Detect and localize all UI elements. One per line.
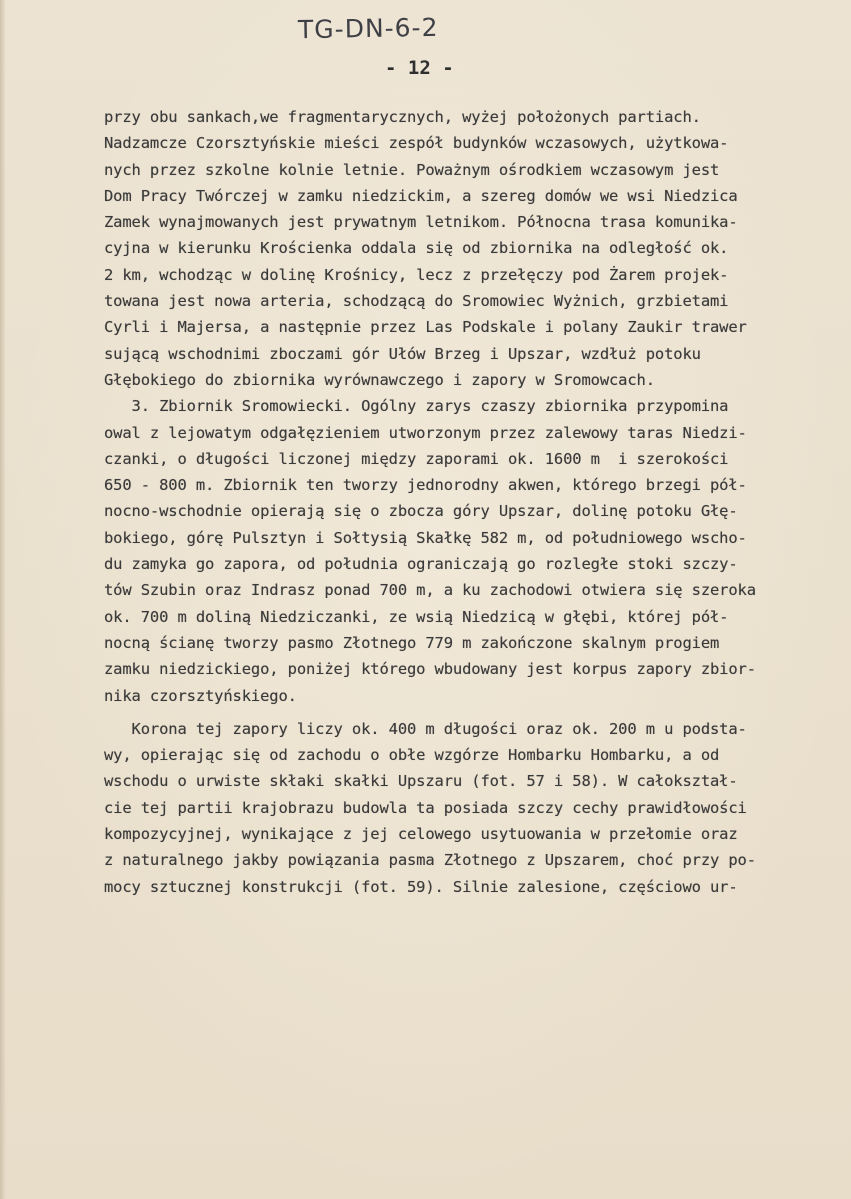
- text-line: nocno-wschodnie opierają się o zbocza góry Upszar, dolinę potoku Głę-: [104, 502, 738, 521]
- text-line: Korona tej zapory liczy ok. 400 m długości oraz ok. 200 m u podsta-: [104, 719, 747, 738]
- text-line: cyjna w kierunku Krościenka oddala się od zbiornika na odległość ok.: [104, 239, 729, 258]
- text-line: z naturalnego jakby powiązania pasma Złotnego z Upszarem, choć przy po-: [104, 851, 756, 870]
- text-line: Nadzamcze Czorsztyńskie mieści zespół budynków wczasowych, użytkowa-: [104, 134, 729, 153]
- text-line: ok. 700 m doliną Niedziczanki, ze wsią Niedzicą w głębi, której pół-: [104, 607, 729, 626]
- handwritten-reference-code: TG-DN-6-2: [297, 12, 439, 45]
- typewritten-body: [104, 104, 849, 900]
- text-line: sującą wschodnimi zboczami gór Ułów Brzeg i Upszar, wzdłuż potoku: [104, 344, 701, 363]
- page-edge-shadow: [0, 0, 6, 1199]
- text-line: Cyrli i Majersa, a następnie przez Las Podskale i polany Zaukir trawer: [104, 318, 747, 337]
- text-line: mocy sztucznej konstrukcji (fot. 59). Silnie zalesione, częściowo ur-: [104, 877, 738, 896]
- text-line: kompozycyjnej, wynikające z jej celowego usytuowania w przełomie oraz: [104, 825, 738, 844]
- paragraph-gap: [104, 709, 849, 716]
- text-line: bokiego, górę Pulsztyn i Sołtysią Skałkę 582 m, od południowego wscho-: [104, 528, 747, 547]
- text-line: tów Szubin oraz Indrasz ponad 700 m, a ku zachodowi otwiera się szeroka: [104, 581, 756, 600]
- text-line: Zamek wynajmowanych jest prywatnym letnikom. Północna trasa komunika-: [104, 213, 738, 232]
- text-line: cie tej partii krajobrazu budowla ta posiada szczy cechy prawidłowości: [104, 798, 747, 817]
- text-line: wy, opierając się od zachodu o obłe wzgórze Hombarku Hombarku, a od: [104, 746, 720, 765]
- text-line: przy obu sankach,we fragmentarycznych, wyżej położonych partiach.: [104, 108, 701, 126]
- text-line: du zamyka go zapora, od południa ograniczają go rozległe stoki szczy-: [104, 555, 738, 574]
- text-line: 2 km, wchodząc w dolinę Krośnicy, lecz z przełęczy pod Żarem projek-: [104, 265, 729, 284]
- section-heading-line: 3. Zbiornik Sromowiecki. Ogólny zarys czaszy zbiornika przypomina: [104, 397, 729, 416]
- page-number: - 12 -: [385, 57, 454, 79]
- text-line: owal z lejowatym odgałęzieniem utworzonym przez zalewowy taras Niedzi-: [104, 423, 747, 442]
- text-line: nych przez szkolne kolnie letnie. Poważnym ośrodkiem wczasowym jest: [104, 160, 720, 179]
- text-line: nocną ścianę tworzy pasmo Złotnego 779 m zakończone skalnym progiem: [104, 633, 720, 652]
- text-line: towana jest nowa arteria, schodzącą do Sromowiec Wyżnich, grzbietami: [104, 292, 729, 311]
- text-line: nika czorsztyńskiego.: [104, 686, 297, 705]
- text-line: zamku niedzickiego, poniżej którego wbudowany jest korpus zapory zbior-: [104, 660, 756, 679]
- text-line: Dom Pracy Twórczej w zamku niedzickim, a szereg domów we wsi Niedzica: [104, 186, 738, 205]
- text-line: 650 - 800 m. Zbiornik ten tworzy jednorodny akwen, którego brzegi pół-: [104, 476, 747, 495]
- text-line: Głębokiego do zbiornika wyrównawczego i zapory w Sromowcach.: [104, 370, 655, 389]
- text-line: wschodu o urwiste skłaki skałki Upszaru (fot. 57 i 58). W całokształ-: [104, 772, 738, 791]
- text-line: czanki, o długości liczonej między zaporami ok. 1600 m i szerokości: [104, 449, 729, 468]
